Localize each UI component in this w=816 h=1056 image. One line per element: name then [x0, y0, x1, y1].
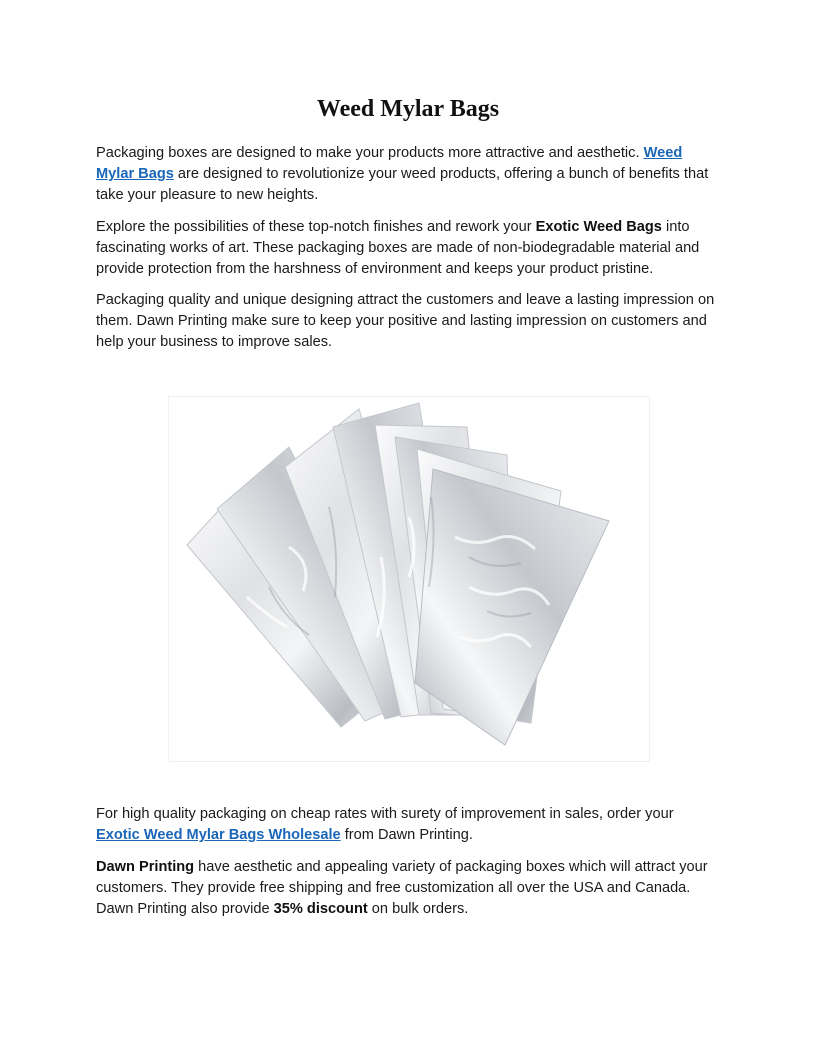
bag-8	[415, 469, 609, 745]
dawn-printing-bold: Dawn Printing	[96, 859, 195, 875]
dawn-printing-text-middle: have aesthetic and appealing variety of packaging boxes which will attract your customers. They provide free shipping and free customization all over the USA and Canada. Dawn Printing also provide	[96, 859, 708, 917]
order-text-after: from Dawn Printing.	[340, 827, 473, 843]
intro-paragraph	[96, 143, 720, 206]
exotic-weed-mylar-bags-wholesale-link[interactable]: Exotic Weed Mylar Bags Wholesale	[96, 827, 341, 843]
dawn-printing-text-end: on bulk orders.	[367, 901, 469, 917]
discount-bold: 35% discount	[273, 901, 368, 917]
intro-text-after: are designed to revolutionize your weed products, offering a bunch of benefits that take your pleasure to new heights.	[96, 166, 709, 203]
page-title: Weed Mylar Bags	[316, 96, 500, 122]
quality-paragraph: Packaging quality and unique designing attract the customers and leave a lasting impression on them. Dawn Printing make sure to keep your positive and lasting impression on customers and help your business to improve sales.	[96, 292, 715, 350]
bag-stack	[187, 403, 609, 745]
mylar-bags-image	[168, 396, 650, 762]
intro-text-before: Packaging boxes are designed to make your products more attractive and aesthetic.	[96, 145, 644, 161]
order-paragraph	[96, 804, 720, 846]
weed-mylar-bags-link[interactable]: Weed Mylar Bags	[96, 145, 683, 182]
order-text-before: For high quality packaging on cheap rates with surety of improvement in sales, order your	[96, 806, 674, 822]
exotic-weed-bags-bold: Exotic Weed Bags	[535, 219, 662, 235]
explore-text-after: into fascinating works of art. These packaging boxes are made of non-biodegradable material and provide protection from the harshness of environment and keeps your product pristine.	[96, 219, 700, 277]
explore-text-before: Explore the possibilities of these top-notch finishes and rework your	[96, 219, 536, 235]
mylar-bags-illustration	[169, 397, 649, 761]
dawn-printing-paragraph	[96, 857, 720, 920]
explore-paragraph	[96, 217, 720, 280]
